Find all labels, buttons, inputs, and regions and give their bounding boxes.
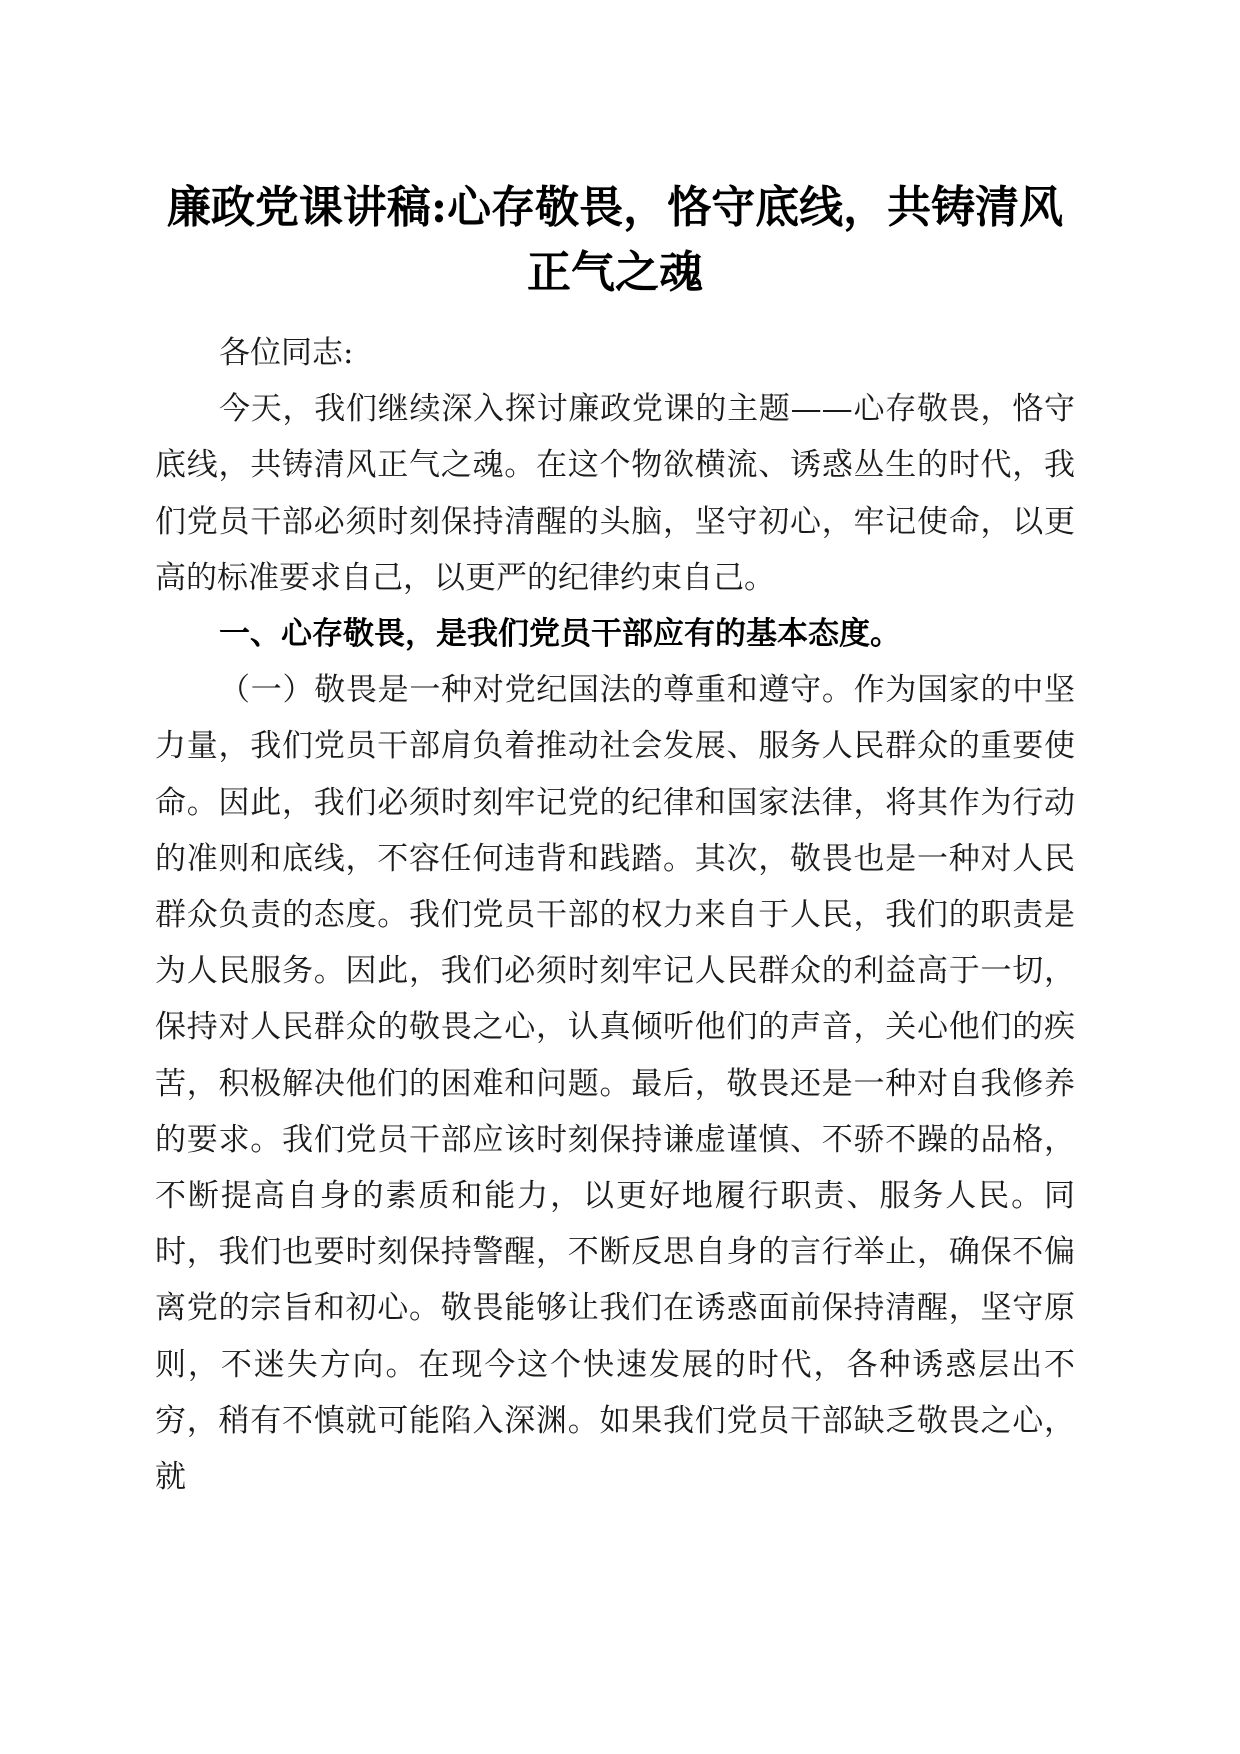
section-heading-1: 一、心存敬畏，是我们党员干部应有的基本态度。 (219, 616, 901, 653)
paragraph-section-1: （一）敬畏是一种对党纪国法的尊重和遵守。作为国家的中坚力量，我们党员干部肩负着推动社会发展、服务人民群众的重要使命。因此，我们必须时刻牢记党的纪律和国家法律，将其作为行动的准则和底线，不容任何违背和践踏。其次，敬畏也是一种对人民群众负责的态度。我们党员干部的权力来自于人民，我们的职责是为人民服务。因此，我们必须时刻牢记人民群众的利益高于一切，保持对人民群众的敬畏之心，认真倾听他们的声音，关心他们的疾苦，积极解决他们的困难和问题。最后，敬畏还是一种对自我修养的要求。我们党员干部应该时刻保持谦虚谨慎、不骄不躁的品格，不断提高自身的素质和能力，以更好地履行职责、服务人民。同时，我们也要时刻保持警醒，不断反思自身的言行举止，确保不偏离党的宗旨和初心。敬畏能够让我们在诱惑面前保持清醒，坚守原则，不迷失方向。在现今这个快速发展的时代，各种诱惑层出不穷，稍有不慎就可能陷入深渊。如果我们党员干部缺乏敬畏之心，就 (155, 672, 1075, 1496)
paragraph-intro: 今天，我们继续深入探讨廉政党课的主题——心存敬畏，恪守底线，共铸清风正气之魂。在这个物欲横流、诱惑丛生的时代，我们党员干部必须时刻保持清醒的头脑，坚守初心，牢记使命，以更高的标准要求自己，以更严的纪律约束自己。 (155, 391, 1075, 596)
document-body (155, 325, 1075, 1505)
greeting: 各位同志: (219, 335, 354, 371)
document-title: 廉政党课讲稿:心存敬畏，恪守底线，共铸清风正气之魂 (166, 182, 1064, 298)
